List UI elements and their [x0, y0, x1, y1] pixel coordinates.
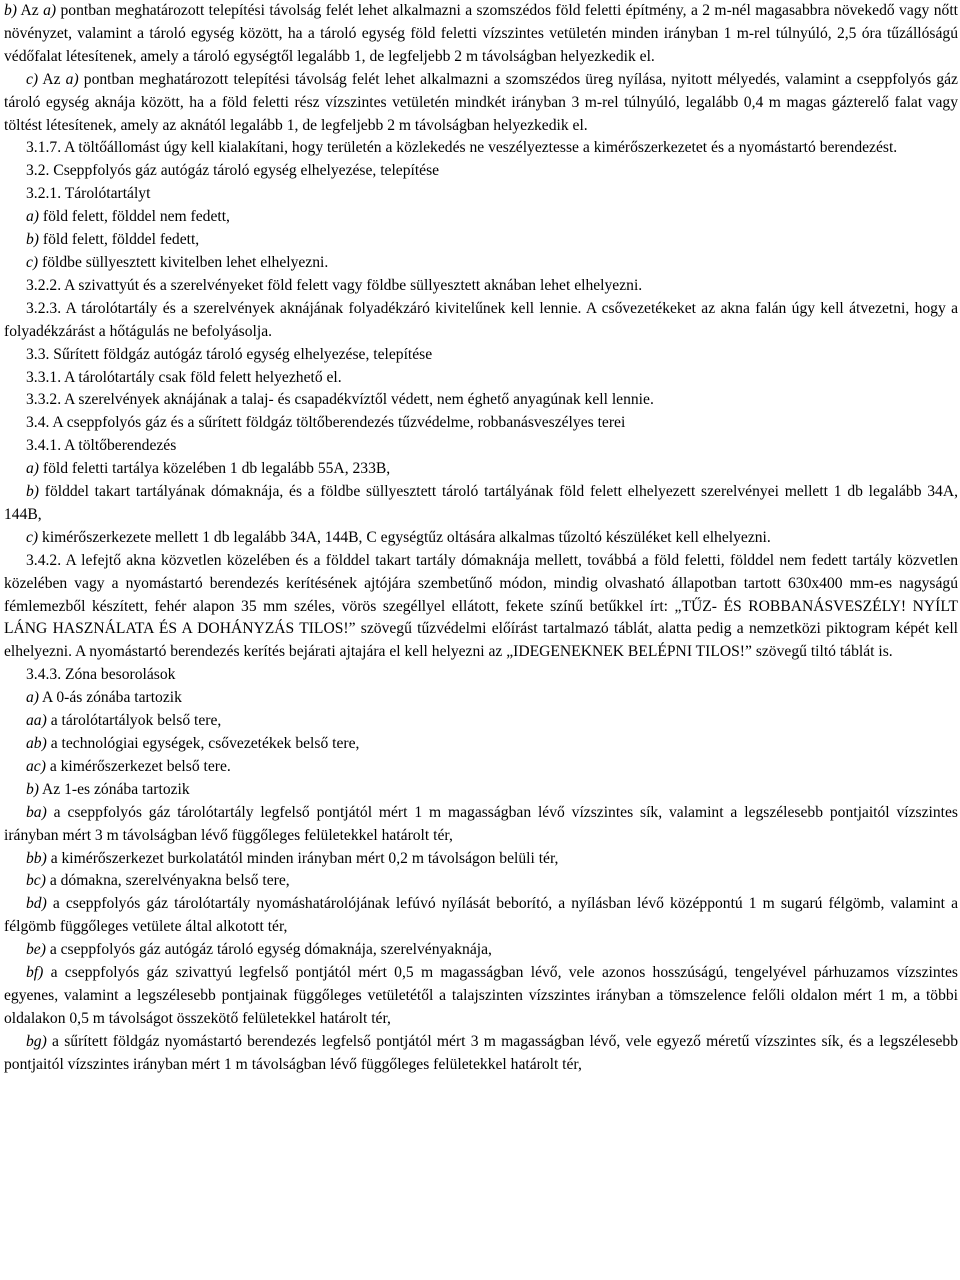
- paragraph-label: be): [26, 941, 46, 959]
- paragraph-text: Az 1-es zónába tartozik: [39, 780, 190, 798]
- paragraph-text: a cseppfolyós gáz tárolótartály nyomáshatárolójának lefúvó nyílását beborító, a nyílásban lévő középpontú 1 m sugarú félgömb, valamint a félgömb függőleges vetülete által alkotott tér,: [4, 895, 958, 936]
- paragraph-text: 3.3. Sűrített földgáz autógáz tároló egység elhelyezése, telepítése: [26, 345, 433, 363]
- paragraph-text: 3.4.3. Zóna besorolások: [26, 666, 176, 684]
- paragraph-text: földdel takart tartályának dómaknája, és a földbe süllyesztett tároló tartályának föld felett elhelyezett szerelvényei mellett 1 db legalább 34A, 144B,: [4, 483, 958, 523]
- paragraph-text: a technológiai egységek, csővezetékek belső tere,: [46, 735, 360, 752]
- paragraph-text: 3.3.1. A tárolótartály csak föld felett helyezhető el.: [26, 368, 342, 386]
- paragraph-text: föld felett, földdel nem fedett,: [39, 208, 230, 226]
- paragraph: [4, 687, 958, 710]
- paragraph: [4, 137, 958, 160]
- paragraph-label: b): [26, 780, 39, 798]
- paragraph: [4, 298, 958, 344]
- paragraph: [4, 962, 958, 1031]
- paragraph: [4, 367, 958, 390]
- paragraph-text: föld felett, földdel fedett,: [39, 231, 200, 249]
- paragraph-text: 3.4.1. A töltőberendezés: [26, 437, 177, 455]
- paragraph: [4, 848, 958, 871]
- paragraph: [4, 481, 958, 527]
- paragraph-text: 3.4. A cseppfolyós gáz és a sűrített földgáz töltőberendezés tűzvédelme, robbanásveszélyes terei: [26, 414, 626, 432]
- paragraph-text: a tárolótartályok belső tere,: [46, 712, 222, 730]
- paragraph-label: c): [26, 528, 39, 546]
- paragraph-label: bc): [26, 872, 46, 890]
- paragraph: [4, 229, 958, 252]
- paragraph: [4, 344, 958, 367]
- paragraph-label: b): [4, 2, 17, 19]
- paragraph: [4, 527, 958, 550]
- paragraph-text: a cseppfolyós gáz szivattyú legfelső pontjától mért 0,5 m magasságban lévő, vele azonos hosszúságú, tengelyével párhuzamos vízszintes egyenes, valamint a legszélesebb pontjainak függőleges vetületétől a talajszinten vízszintes irányban a tömszelence felőli oldalon mért 1 m, a többi oldalakon 0,5 m távolságot összekötő felületekkel határolt tér,: [4, 964, 958, 1027]
- paragraph-text: 3.3.2. A szerelvények aknájának a talaj- és csapadékvíztől védett, nem éghető anyagúnak kell lennie.: [26, 391, 654, 409]
- paragraph-text: föld feletti tartálya közelében 1 db legalább 55A, 233B,: [39, 460, 391, 478]
- paragraph: [4, 664, 958, 687]
- paragraph-label: bf): [26, 964, 44, 982]
- paragraph: [4, 939, 958, 962]
- paragraph: [4, 275, 958, 298]
- paragraph: [4, 252, 958, 275]
- paragraph-text: a dómakna, szerelvényakna belső tere,: [45, 872, 290, 890]
- paragraph-text: 3.4.2. A lefejtő akna közvetlen közelében és a földdel takart tartály dómaknája mellett, továbbá a föld feletti, földdel nem fedett tartály közvetlen közelében vagy a nyomástartó berendezés kerítésének ajtójára szembetűnő módon, mindig olvasható állapotban tartott 630x400 mm-es nagyságú fémlemezből készített, fehér alapon 35 mm széles, vörös szegéllyel ellátott, fekete színű betűkkel írt: „TŰZ- ÉS ROBBANÁSVESZÉLY! NYÍLT LÁNG HASZNÁLATA ÉS A DOHÁNYZÁS TILOS!” szövegű tűzvédelmi előírást tartalmazó táblát, alatta pedig a nemzetközi piktogram képét kell elhelyezni. A nyomástartó berendezés kerítés bejárati ajtajára el kell helyezni az „IDEGENEKNEK BELÉPNI TILOS!” szövegű tiltó táblát is.: [4, 551, 958, 661]
- paragraph-text: földbe süllyesztett kivitelben lehet elhelyezni.: [38, 253, 329, 271]
- paragraph-label: a): [43, 2, 57, 19]
- paragraph-text: a cseppfolyós gáz tárolótartály legfelső pontjától mért 1 m magasságban lévő vízszintes sík, valamint a legszélesebb pontjaitól vízszintes irányban mért 3 m távolságban lévő függőleges felületekkel határolt tér,: [4, 803, 958, 844]
- paragraph-text: pontban meghatározott telepítési távolság felét lehet alkalmazni a szomszédos üreg nyílása, nyitott mélyedés, valamint a cseppfolyós gáz tároló egység aknája között, ha a föld feletti rész vízszintes vetületén mindkét irányban 3 m-rel túlnyúló, legalább 0,4 m magas gázterelő falat vagy töltést létesítenek, amely az aknától legalább 1, de legfeljebb 2 m távolságban helyezkedik el.: [4, 70, 958, 134]
- paragraph-label: aa): [26, 712, 47, 730]
- paragraph: [4, 550, 958, 665]
- paragraph: [4, 69, 958, 138]
- paragraph: [4, 389, 958, 412]
- paragraph-text: 3.1.7. A töltőállomást úgy kell kialakítani, hogy területén a közlekedés ne veszélyeztesse a kimérőszerkezetet és a nyomástartó berendezést.: [26, 139, 898, 157]
- paragraph-text: a kimérőszerkezet burkolatától minden irányban mért 0,2 m távolságon belüli tér,: [46, 849, 559, 867]
- paragraph-text: kimérőszerkezete mellett 1 db legalább 34A, 144B, C egységtűz oltására alkalmas tűzoltó készüléket kell elhelyezni.: [38, 528, 771, 546]
- paragraph: [4, 435, 958, 458]
- paragraph: [4, 206, 958, 229]
- paragraph-label: c): [26, 253, 39, 271]
- paragraph-label: ac): [26, 757, 46, 775]
- paragraph: [4, 412, 958, 435]
- paragraph-text: a cseppfolyós gáz autógáz tároló egység dómaknája, szerelvényaknája,: [45, 941, 492, 959]
- paragraph: [4, 893, 958, 939]
- paragraph: [4, 756, 958, 779]
- paragraph-text: A 0-ás zónába tartozik: [39, 689, 182, 707]
- paragraph-text: a kimérőszerkezet belső tere.: [45, 757, 231, 775]
- paragraph-text: pontban meghatározott telepítési távolság felét lehet alkalmazni a szomszédos föld feletti építmény, a 2 m-nél magasabbra növekedő vagy nőtt növényzet, valamint a tároló egység között, ha a tároló egység föld feletti vízszintes vetületén minden irányban 1 m-rel túlnyúló, 2,5 óra tűzállóságú védőfalat létesítenek, amely a tároló egységtől legalább 1, de legfeljebb 2 m távolságban helyezkedik el.: [4, 2, 958, 65]
- paragraph: [4, 160, 958, 183]
- paragraph: [4, 710, 958, 733]
- paragraph-label: bd): [26, 895, 47, 913]
- paragraph-label: ba): [26, 803, 47, 821]
- paragraph: [4, 0, 958, 69]
- paragraph: [4, 802, 958, 848]
- paragraph-label: a): [26, 208, 39, 226]
- paragraph-text: Az: [17, 2, 44, 19]
- paragraph-label: c): [26, 70, 39, 88]
- paragraph: [4, 1031, 958, 1077]
- paragraph-text: 3.2.1. Tárolótartályt: [26, 185, 151, 203]
- paragraph: [4, 870, 958, 893]
- paragraph: [4, 779, 958, 802]
- paragraph-text: Az: [38, 70, 66, 88]
- paragraph: [4, 183, 958, 206]
- paragraph-text: 3.2. Cseppfolyós gáz autógáz tároló egység elhelyezése, telepítése: [26, 162, 440, 180]
- paragraph-text: 3.2.2. A szivattyút és a szerelvényeket föld felett vagy földbe süllyesztett aknában lehet elhelyezni.: [26, 276, 643, 294]
- paragraph-label: a): [26, 689, 39, 707]
- paragraph: [4, 733, 958, 756]
- paragraph-text: 3.2.3. A tárolótartály és a szerelvények aknájának folyadékzáró kivitelűnek kell lennie. A csővezetékeket az akna falán úgy kell átvezetni, hogy a folyadékzárást a hőtágulás ne befolyásolja.: [4, 299, 958, 340]
- paragraph-label: a): [26, 460, 39, 478]
- paragraph-label: b): [26, 483, 39, 501]
- paragraph-text: a sűrített földgáz nyomástartó berendezés legfelső pontjától mért 3 m magasságban lévő, vele egyező méretű vízszintes sík, és a legszélesebb pontjaitól vízszintes irányban mért 1 m távolságban lévő függőleges felületekkel határolt tér,: [4, 1032, 958, 1073]
- paragraph-label: bb): [26, 849, 47, 867]
- paragraph-label: bg): [26, 1032, 47, 1050]
- paragraph-label: a): [65, 70, 79, 88]
- paragraph-label: b): [26, 231, 39, 249]
- paragraph-label: ab): [26, 735, 47, 752]
- paragraph: [4, 458, 958, 481]
